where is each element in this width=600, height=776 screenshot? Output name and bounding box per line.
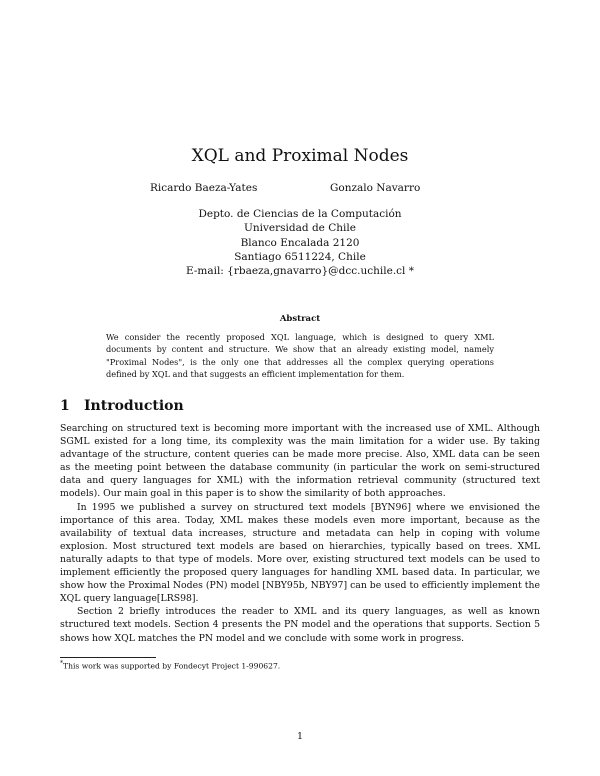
- affiliation-department: Depto. de Ciencias de la Computación: [198, 208, 402, 220]
- affiliation-university: Universidad de Chile: [244, 222, 356, 235]
- page-number: 1: [296, 731, 304, 742]
- abstract-heading: Abstract: [279, 314, 321, 324]
- section-number: 1: [60, 398, 70, 414]
- affiliation-email: E-mail: {rbaeza,gnavarro}@dcc.uchile.cl *: [185, 265, 415, 278]
- paragraph-3: Section 2 briefly introduces the reader to XML and its query languages, as well as known structured text models. Section 4 presents the PN model and the operations that supports. Section 5 shows how XQL matches the PN model and we conclude with some work in progress.: [60, 606, 540, 644]
- footnote-mark: *: [60, 660, 63, 667]
- footnote: [60, 660, 280, 671]
- body-text: [60, 422, 540, 645]
- abstract-text: We consider the recently proposed XQL language, which is designed to query XML documents by content and structure. We show that an already existing model, namely "Proximal Nodes", is the only one that addresses all the complex querying operations defined by XQL and that suggests an efficient implementation for them.: [106, 332, 494, 379]
- affiliation-city: Santiago 6511224, Chile: [234, 250, 366, 263]
- author-navarro: Gonzalo Navarro: [330, 182, 421, 194]
- paper-title: XQL and Proximal Nodes: [191, 146, 409, 166]
- paragraph-2: In 1995 we published a survey on structured text models [BYN96] where we envisioned the importance of this area. Today, XML makes these models even more important, because as the availability of textual data increases, structure and metadata can help in coping with volume explosion. Most structured text models are based on hierarchies, typically based on trees. XML naturally adapts to that type of models. More over, existing structured text models can be used to implement efficiently the proposed query languages for handling XML based data. In particular, we show how the Proximal Nodes (PN) model [NBY95b, NBY97] can be used to efficiently implement the XQL query language[LRS98].: [60, 501, 540, 605]
- footnote-text: This work was supported by Fondecyt Project 1-990627.: [63, 661, 281, 671]
- affiliation-street: Blanco Encalada 2120: [240, 236, 360, 249]
- footnote-rule: [60, 657, 156, 658]
- author-baeza-yates: Ricardo Baeza-Yates: [150, 182, 258, 194]
- section-title: Introduction: [84, 398, 184, 414]
- affiliation-block: [0, 207, 600, 278]
- paragraph-1: Searching on structured text is becoming more important with the increased use of XML. Although SGML existed for a long time, its complexity was the main limitation for a wider use. By taking advantage of the structure, content queries can be made more precise. Also, XML data can be seen as the meeting point between the database community (in particular the work on semi-structured data and query languages for XML) with the information retrieval community (structured text models). Our main goal in this paper is to show the similarity of both approaches.: [60, 423, 540, 500]
